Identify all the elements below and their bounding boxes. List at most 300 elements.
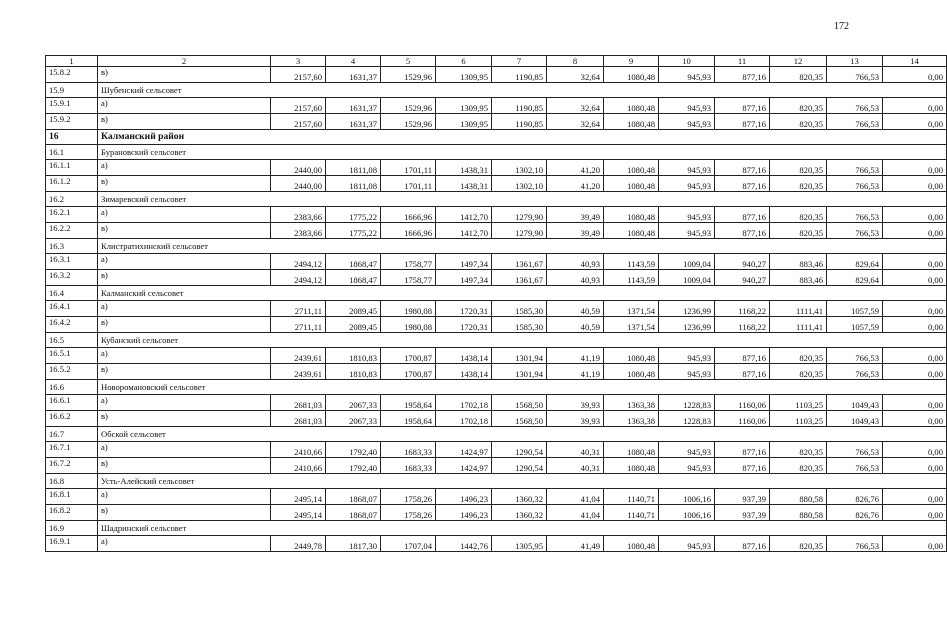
row-code: 16.7.2 [46, 458, 98, 474]
value-cell: 1236,99 [659, 317, 715, 333]
value-cell: 766,53 [827, 98, 883, 114]
row-code: 15.9.1 [46, 98, 98, 114]
row-subitem: в) [98, 223, 271, 239]
value-cell: 1080,48 [604, 364, 659, 380]
value-cell: 32,64 [547, 114, 604, 130]
value-cell: 1775,22 [326, 223, 381, 239]
value-cell: 1958,64 [381, 411, 436, 427]
row-subitem: а) [98, 489, 271, 505]
row-code: 16.8.1 [46, 489, 98, 505]
value-cell: 41,19 [547, 364, 604, 380]
value-cell: 877,16 [715, 536, 770, 552]
value-cell: 2439,61 [271, 364, 326, 380]
value-cell: 1309,95 [436, 114, 492, 130]
table-row [46, 160, 947, 176]
row-code: 16.6 [46, 380, 98, 395]
value-cell: 39,93 [547, 411, 604, 427]
value-cell: 1980,08 [381, 301, 436, 317]
value-cell: 1057,59 [827, 301, 883, 317]
value-cell: 1361,67 [492, 270, 547, 286]
value-cell: 820,35 [770, 176, 827, 192]
row-code: 15.8.2 [46, 67, 98, 83]
row-code: 16.6.1 [46, 395, 98, 411]
value-cell: 1758,26 [381, 505, 436, 521]
value-cell: 0,00 [883, 207, 947, 223]
value-cell: 1666,96 [381, 223, 436, 239]
value-cell: 945,93 [659, 207, 715, 223]
value-cell: 1080,48 [604, 348, 659, 364]
table-row [46, 67, 947, 83]
value-cell: 40,93 [547, 270, 604, 286]
value-cell: 1868,47 [326, 254, 381, 270]
column-header: 3 [271, 56, 326, 67]
value-cell: 880,58 [770, 489, 827, 505]
section-row [46, 83, 947, 98]
value-cell: 820,35 [770, 98, 827, 114]
value-cell: 1412,70 [436, 223, 492, 239]
value-cell: 766,53 [827, 348, 883, 364]
row-code: 16.2.2 [46, 223, 98, 239]
value-cell: 2439,61 [271, 348, 326, 364]
section-row [46, 192, 947, 207]
value-cell: 39,93 [547, 395, 604, 411]
value-cell: 1438,31 [436, 176, 492, 192]
row-code: 16.4.2 [46, 317, 98, 333]
value-cell: 41,19 [547, 348, 604, 364]
value-cell: 1758,77 [381, 254, 436, 270]
section-row [46, 239, 947, 254]
row-code: 16.2 [46, 192, 98, 207]
value-cell: 1160,06 [715, 411, 770, 427]
table-row [46, 301, 947, 317]
value-cell: 1371,54 [604, 301, 659, 317]
value-cell: 2157,60 [271, 67, 326, 83]
value-cell: 937,39 [715, 505, 770, 521]
value-cell: 1009,04 [659, 270, 715, 286]
column-header: 5 [381, 56, 436, 67]
value-cell: 1009,04 [659, 254, 715, 270]
value-cell: 877,16 [715, 458, 770, 474]
value-cell: 877,16 [715, 348, 770, 364]
value-cell: 1290,54 [492, 442, 547, 458]
value-cell: 0,00 [883, 114, 947, 130]
value-cell: 1279,90 [492, 223, 547, 239]
value-cell: 766,53 [827, 364, 883, 380]
value-cell: 1701,11 [381, 160, 436, 176]
value-cell: 877,16 [715, 364, 770, 380]
value-cell: 0,00 [883, 505, 947, 521]
row-code: 16.1.2 [46, 176, 98, 192]
row-code: 16.4 [46, 286, 98, 301]
table-row [46, 223, 947, 239]
value-cell: 766,53 [827, 67, 883, 83]
value-cell: 1792,40 [326, 458, 381, 474]
value-cell: 2440,00 [271, 160, 326, 176]
value-cell: 945,93 [659, 114, 715, 130]
value-cell: 0,00 [883, 411, 947, 427]
section-row [46, 521, 947, 536]
column-header: 1 [46, 56, 98, 67]
table-row [46, 489, 947, 505]
value-cell: 2089,45 [326, 317, 381, 333]
value-cell: 1568,50 [492, 411, 547, 427]
value-cell: 2067,33 [326, 395, 381, 411]
row-code: 16.5.1 [46, 348, 98, 364]
value-cell: 2495,14 [271, 505, 326, 521]
value-cell: 1702,18 [436, 411, 492, 427]
value-cell: 1631,37 [326, 98, 381, 114]
value-cell: 1301,94 [492, 364, 547, 380]
value-cell: 820,35 [770, 223, 827, 239]
district-row [46, 130, 947, 145]
value-cell: 1529,96 [381, 114, 436, 130]
value-cell: 1811,08 [326, 176, 381, 192]
value-cell: 1700,87 [381, 348, 436, 364]
row-subitem: в) [98, 458, 271, 474]
value-cell: 940,27 [715, 254, 770, 270]
value-cell: 883,46 [770, 254, 827, 270]
value-cell: 2681,03 [271, 395, 326, 411]
value-cell: 40,31 [547, 442, 604, 458]
value-cell: 2494,12 [271, 270, 326, 286]
value-cell: 1702,18 [436, 395, 492, 411]
value-cell: 1302,10 [492, 176, 547, 192]
row-code: 16.9.1 [46, 536, 98, 552]
row-code: 16.4.1 [46, 301, 98, 317]
column-header: 2 [98, 56, 271, 67]
value-cell: 826,76 [827, 505, 883, 521]
row-title: Калманский район [98, 130, 947, 145]
value-cell: 1438,14 [436, 348, 492, 364]
value-cell: 0,00 [883, 489, 947, 505]
value-cell: 829,64 [827, 270, 883, 286]
value-cell: 1301,94 [492, 348, 547, 364]
value-cell: 820,35 [770, 207, 827, 223]
value-cell: 820,35 [770, 67, 827, 83]
page-number: 172 [834, 21, 849, 32]
row-code: 16.6.2 [46, 411, 98, 427]
value-cell: 2089,45 [326, 301, 381, 317]
value-cell: 1080,48 [604, 67, 659, 83]
value-cell: 820,35 [770, 114, 827, 130]
row-subitem: в) [98, 114, 271, 130]
value-cell: 1103,25 [770, 411, 827, 427]
value-cell: 945,93 [659, 160, 715, 176]
row-title: Обской сельсовет [98, 427, 947, 442]
value-cell: 1810,83 [326, 364, 381, 380]
value-cell: 945,93 [659, 364, 715, 380]
value-cell: 1792,40 [326, 442, 381, 458]
value-cell: 1111,41 [770, 301, 827, 317]
value-cell: 1497,34 [436, 270, 492, 286]
row-title: Усть-Алейский сельсовет [98, 474, 947, 489]
table-body [46, 56, 947, 552]
value-cell: 41,49 [547, 536, 604, 552]
value-cell: 1811,08 [326, 160, 381, 176]
value-cell: 1496,23 [436, 489, 492, 505]
value-cell: 880,58 [770, 505, 827, 521]
row-title: Клистратихинский сельсовет [98, 239, 947, 254]
row-title: Шубенский сельсовет [98, 83, 947, 98]
value-cell: 39,49 [547, 223, 604, 239]
value-cell: 820,35 [770, 442, 827, 458]
value-cell: 1958,64 [381, 395, 436, 411]
column-header: 14 [883, 56, 947, 67]
table-row [46, 505, 947, 521]
value-cell: 1080,48 [604, 114, 659, 130]
value-cell: 1720,31 [436, 317, 492, 333]
value-cell: 937,39 [715, 489, 770, 505]
value-cell: 945,93 [659, 67, 715, 83]
value-cell: 1057,59 [827, 317, 883, 333]
value-cell: 0,00 [883, 395, 947, 411]
section-row [46, 427, 947, 442]
value-cell: 940,27 [715, 270, 770, 286]
value-cell: 1228,83 [659, 411, 715, 427]
value-cell: 40,59 [547, 317, 604, 333]
value-cell: 1190,85 [492, 98, 547, 114]
row-subitem: а) [98, 395, 271, 411]
row-title: Кубанский сельсовет [98, 333, 947, 348]
value-cell: 820,35 [770, 364, 827, 380]
value-cell: 2383,66 [271, 207, 326, 223]
value-cell: 0,00 [883, 67, 947, 83]
column-header: 13 [827, 56, 883, 67]
value-cell: 1302,10 [492, 160, 547, 176]
table-row [46, 317, 947, 333]
value-cell: 1817,30 [326, 536, 381, 552]
row-subitem: в) [98, 176, 271, 192]
value-cell: 1309,95 [436, 67, 492, 83]
value-cell: 39,49 [547, 207, 604, 223]
row-code: 16.7.1 [46, 442, 98, 458]
table-row [46, 207, 947, 223]
value-cell: 2449,78 [271, 536, 326, 552]
value-cell: 1497,34 [436, 254, 492, 270]
row-code: 16.3.1 [46, 254, 98, 270]
value-cell: 2440,00 [271, 176, 326, 192]
value-cell: 0,00 [883, 254, 947, 270]
value-cell: 2495,14 [271, 489, 326, 505]
row-subitem: а) [98, 207, 271, 223]
value-cell: 1529,96 [381, 98, 436, 114]
value-cell: 0,00 [883, 176, 947, 192]
value-cell: 1168,22 [715, 317, 770, 333]
value-cell: 0,00 [883, 223, 947, 239]
value-cell: 877,16 [715, 207, 770, 223]
value-cell: 40,59 [547, 301, 604, 317]
value-cell: 1006,16 [659, 505, 715, 521]
table-row [46, 270, 947, 286]
column-header: 12 [770, 56, 827, 67]
value-cell: 1049,43 [827, 411, 883, 427]
value-cell: 945,93 [659, 176, 715, 192]
value-cell: 0,00 [883, 364, 947, 380]
value-cell: 0,00 [883, 301, 947, 317]
value-cell: 1363,38 [604, 411, 659, 427]
value-cell: 766,53 [827, 114, 883, 130]
row-code: 16.3 [46, 239, 98, 254]
value-cell: 1683,33 [381, 442, 436, 458]
value-cell: 1080,48 [604, 160, 659, 176]
table-row [46, 348, 947, 364]
value-cell: 2157,60 [271, 98, 326, 114]
row-title: Бурановский сельсовет [98, 145, 947, 160]
table-row [46, 176, 947, 192]
row-title: Зимаревский сельсовет [98, 192, 947, 207]
value-cell: 766,53 [827, 442, 883, 458]
row-subitem: а) [98, 442, 271, 458]
row-code: 16.7 [46, 427, 98, 442]
value-cell: 1140,71 [604, 489, 659, 505]
value-cell: 1424,97 [436, 442, 492, 458]
value-cell: 1585,30 [492, 301, 547, 317]
header-row [46, 56, 947, 67]
value-cell: 2711,11 [271, 317, 326, 333]
value-cell: 877,16 [715, 114, 770, 130]
value-cell: 1143,59 [604, 254, 659, 270]
value-cell: 820,35 [770, 458, 827, 474]
table-row [46, 442, 947, 458]
value-cell: 1006,16 [659, 489, 715, 505]
value-cell: 766,53 [827, 458, 883, 474]
value-cell: 32,64 [547, 67, 604, 83]
table-row [46, 395, 947, 411]
value-cell: 2494,12 [271, 254, 326, 270]
value-cell: 2067,33 [326, 411, 381, 427]
row-code: 15.9 [46, 83, 98, 98]
value-cell: 820,35 [770, 536, 827, 552]
value-cell: 1363,38 [604, 395, 659, 411]
row-title: Шадринский сельсовет [98, 521, 947, 536]
row-subitem: а) [98, 301, 271, 317]
value-cell: 766,53 [827, 223, 883, 239]
table-row [46, 411, 947, 427]
value-cell: 1111,41 [770, 317, 827, 333]
table-row [46, 364, 947, 380]
row-code: 16.2.1 [46, 207, 98, 223]
row-code: 16.3.2 [46, 270, 98, 286]
value-cell: 41,04 [547, 489, 604, 505]
value-cell: 1168,22 [715, 301, 770, 317]
value-cell: 1190,85 [492, 114, 547, 130]
value-cell: 1701,11 [381, 176, 436, 192]
value-cell: 1140,71 [604, 505, 659, 521]
value-cell: 2410,66 [271, 442, 326, 458]
value-cell: 1080,48 [604, 536, 659, 552]
value-cell: 1496,23 [436, 505, 492, 521]
value-cell: 1707,04 [381, 536, 436, 552]
column-header: 10 [659, 56, 715, 67]
section-row [46, 380, 947, 395]
value-cell: 945,93 [659, 223, 715, 239]
value-cell: 1290,54 [492, 458, 547, 474]
row-subitem: в) [98, 67, 271, 83]
value-cell: 945,93 [659, 536, 715, 552]
table-row [46, 458, 947, 474]
row-subitem: в) [98, 270, 271, 286]
value-cell: 877,16 [715, 67, 770, 83]
value-cell: 1360,32 [492, 505, 547, 521]
value-cell: 1080,48 [604, 176, 659, 192]
value-cell: 0,00 [883, 348, 947, 364]
value-cell: 1279,90 [492, 207, 547, 223]
value-cell: 945,93 [659, 348, 715, 364]
value-cell: 1424,97 [436, 458, 492, 474]
value-cell: 877,16 [715, 223, 770, 239]
value-cell: 1529,96 [381, 67, 436, 83]
value-cell: 0,00 [883, 160, 947, 176]
row-title: Новоромановский сельсовет [98, 380, 947, 395]
row-subitem: в) [98, 411, 271, 427]
row-subitem: в) [98, 364, 271, 380]
row-code: 15.9.2 [46, 114, 98, 130]
row-code: 16.1 [46, 145, 98, 160]
value-cell: 1360,32 [492, 489, 547, 505]
value-cell: 1438,31 [436, 160, 492, 176]
row-code: 16.5 [46, 333, 98, 348]
column-header: 11 [715, 56, 770, 67]
value-cell: 1080,48 [604, 223, 659, 239]
value-cell: 1080,48 [604, 98, 659, 114]
value-cell: 2157,60 [271, 114, 326, 130]
row-title: Калманский сельсовет [98, 286, 947, 301]
value-cell: 0,00 [883, 536, 947, 552]
value-cell: 1309,95 [436, 98, 492, 114]
value-cell: 41,20 [547, 160, 604, 176]
value-cell: 766,53 [827, 176, 883, 192]
row-code: 16.1.1 [46, 160, 98, 176]
row-subitem: в) [98, 317, 271, 333]
value-cell: 1143,59 [604, 270, 659, 286]
value-cell: 0,00 [883, 458, 947, 474]
value-cell: 40,93 [547, 254, 604, 270]
value-cell: 1775,22 [326, 207, 381, 223]
table-row [46, 114, 947, 130]
value-cell: 2711,11 [271, 301, 326, 317]
row-subitem: а) [98, 348, 271, 364]
column-header: 9 [604, 56, 659, 67]
value-cell: 826,76 [827, 489, 883, 505]
value-cell: 0,00 [883, 98, 947, 114]
value-cell: 766,53 [827, 536, 883, 552]
value-cell: 1371,54 [604, 317, 659, 333]
row-code: 16.9 [46, 521, 98, 536]
value-cell: 1442,76 [436, 536, 492, 552]
value-cell: 1868,07 [326, 489, 381, 505]
value-cell: 1305,95 [492, 536, 547, 552]
table-row [46, 536, 947, 552]
value-cell: 1758,77 [381, 270, 436, 286]
value-cell: 1631,37 [326, 67, 381, 83]
value-cell: 1666,96 [381, 207, 436, 223]
value-cell: 877,16 [715, 98, 770, 114]
value-cell: 1720,31 [436, 301, 492, 317]
value-cell: 1868,47 [326, 270, 381, 286]
value-cell: 945,93 [659, 458, 715, 474]
value-cell: 877,16 [715, 176, 770, 192]
value-cell: 1361,67 [492, 254, 547, 270]
value-cell: 1103,25 [770, 395, 827, 411]
value-cell: 1758,26 [381, 489, 436, 505]
value-cell: 0,00 [883, 442, 947, 458]
row-subitem: в) [98, 505, 271, 521]
column-header: 8 [547, 56, 604, 67]
table-row [46, 98, 947, 114]
value-cell: 1228,83 [659, 395, 715, 411]
value-cell: 32,64 [547, 98, 604, 114]
value-cell: 1190,85 [492, 67, 547, 83]
